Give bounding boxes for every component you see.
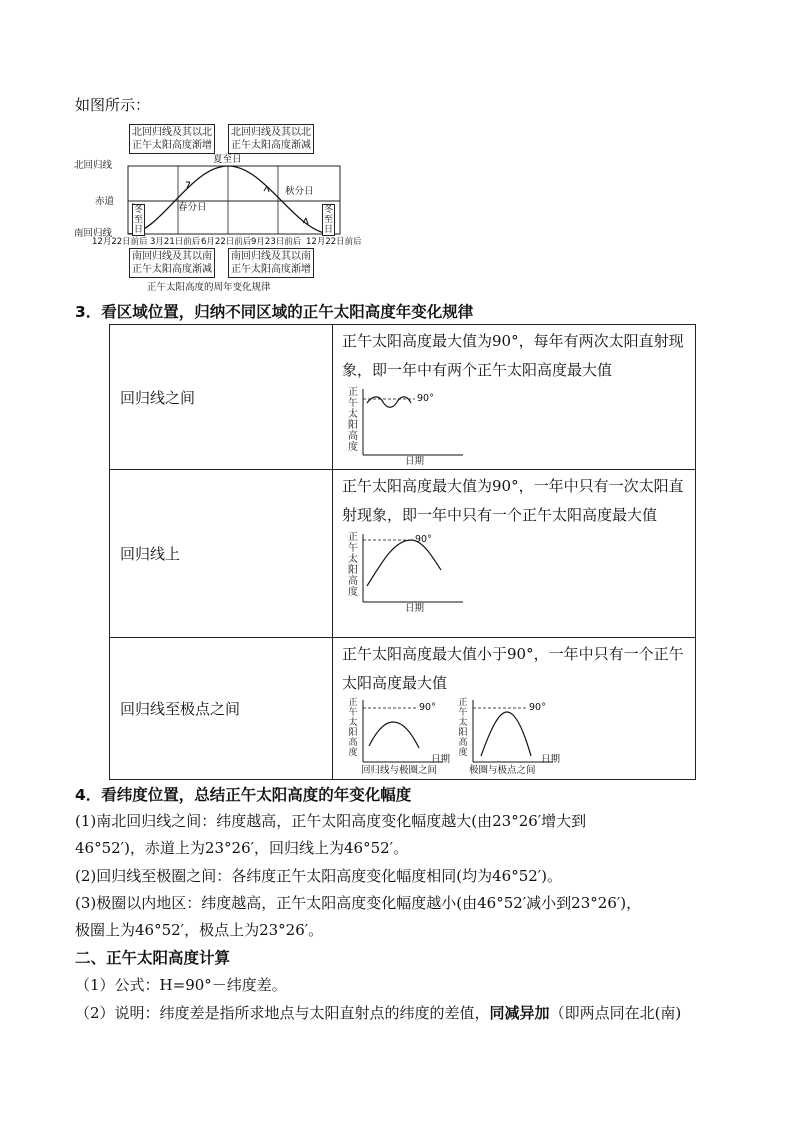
graph-x-label: 日期	[431, 754, 451, 765]
date-tick-5: 12月22日前后	[306, 237, 362, 247]
graph-90-label: 90°	[417, 393, 434, 404]
label-summer-solstice: 夏至日	[213, 154, 242, 165]
date-tick-1: 12月22日前后	[92, 237, 148, 247]
annual-variation-figure	[70, 120, 370, 300]
graph-y-label: 正 午 太 阳 高 度	[348, 387, 358, 453]
label-spring-equinox: 春分日	[178, 202, 207, 213]
bottom-box-right: 南回归线及其以南 正午太阳高度渐增	[228, 248, 314, 278]
label-equator: 赤道	[95, 196, 115, 207]
graph-90-label: 90°	[419, 702, 436, 713]
graph-x-label: 日期	[405, 603, 425, 614]
region-detail	[333, 638, 696, 780]
section3-heading: 3．看区域位置，归纳不同区域的正午太阳高度年变化规律	[75, 303, 474, 321]
graph-axes	[359, 385, 469, 457]
section4-line-5: 极圈上为46°52′，极点上为23°26′。	[75, 921, 324, 939]
explanation-line	[75, 1003, 681, 1023]
graph-y-label: 正 午 太 阳 高 度	[458, 698, 468, 758]
graph-90-label: 90°	[415, 534, 432, 545]
explanation-bold: 同减异加	[489, 1004, 550, 1022]
region-description: 正午太阳高度最大值小于90°，一年中只有一个正午太阳高度最大值	[342, 645, 684, 692]
label-tropic-cancer: 北回归线	[74, 160, 113, 171]
label-winter-solstice-left: 冬 至 日	[134, 205, 144, 235]
calc-heading: 二、正午太阳高度计算	[75, 949, 231, 967]
table-row	[110, 638, 696, 780]
intro-text: 如图所示：	[75, 96, 151, 114]
region-name: 回归线至极点之间	[110, 638, 333, 780]
graph-on-tropic	[345, 530, 695, 614]
label-winter-solstice-right: 冬 至 日	[324, 205, 334, 235]
label-tropic-capricorn: 南回归线	[74, 228, 113, 239]
section4-line-1: (1)南北回归线之间：纬度越高，正午太阳高度变化幅度越大(由23°26′增大到	[75, 812, 587, 830]
section4-line-2: 46°52′)，赤道上为23°26′，回归线上为46°52′。	[75, 839, 409, 857]
section4-heading: 4．看纬度位置，总结正午太阳高度的年变化幅度	[75, 786, 412, 804]
explanation-text: （2）说明：纬度差是指所求地点与太阳直射点的纬度的差值，	[75, 1004, 490, 1022]
region-description: 正午太阳高度最大值为90°，一年中只有一次太阳直射现象，即一年中只有一个正午太阳高度最大值	[342, 477, 684, 524]
figure-caption: 正午太阳高度的周年变化规律	[147, 282, 271, 293]
graph-axes	[359, 530, 469, 604]
section4-line-4: (3)极圈以内地区：纬度越高，正午太阳高度变化幅度越小(由46°52′减小到23°26′)，	[75, 894, 642, 912]
table-row	[110, 470, 696, 638]
date-tick-3: 6月22日前后	[201, 237, 252, 247]
graph-90-label: 90°	[529, 702, 546, 713]
formula-line: （1）公式：H=90°－纬度差。	[75, 976, 287, 994]
region-name: 回归线之间	[110, 325, 333, 470]
table-row	[110, 325, 696, 470]
top-box-left: 北回归线及其以北 正午太阳高度渐增	[129, 124, 215, 154]
graph-y-label: 正 午 太 阳 高 度	[348, 698, 358, 758]
graph-x-label: 日期	[541, 754, 561, 765]
graphs-tropic-to-pole	[345, 698, 695, 778]
graph-caption: 回归线与极圈之间	[361, 765, 438, 776]
latitude-region-table	[109, 324, 696, 780]
graph-caption: 极圈与极点之间	[469, 765, 536, 776]
graph-y-label: 正 午 太 阳 高 度	[348, 532, 358, 598]
region-detail	[333, 470, 696, 638]
date-tick-4: 9月23日前后	[251, 237, 302, 247]
region-name: 回归线上	[110, 470, 333, 638]
bottom-box-left: 南回归线及其以南 正午太阳高度渐减	[129, 248, 215, 278]
graph-between-tropics	[345, 385, 695, 467]
date-tick-2: 3月21日前后	[150, 237, 201, 247]
explanation-text-2: （即两点同在北(南)	[549, 1004, 682, 1022]
label-autumn-equinox: 秋分日	[285, 186, 314, 197]
top-box-right: 北回归线及其以北 正午太阳高度渐减	[228, 124, 314, 154]
graph-x-label: 日期	[405, 456, 425, 467]
section4-line-3: (2)回归线至极圈之间：各纬度正午太阳高度变化幅度相同(均为46°52′)。	[75, 867, 563, 885]
region-description: 正午太阳高度最大值为90°，每年有两次太阳直射现象，即一年中有两个正午太阳高度最大值	[342, 332, 684, 379]
region-detail	[333, 325, 696, 470]
